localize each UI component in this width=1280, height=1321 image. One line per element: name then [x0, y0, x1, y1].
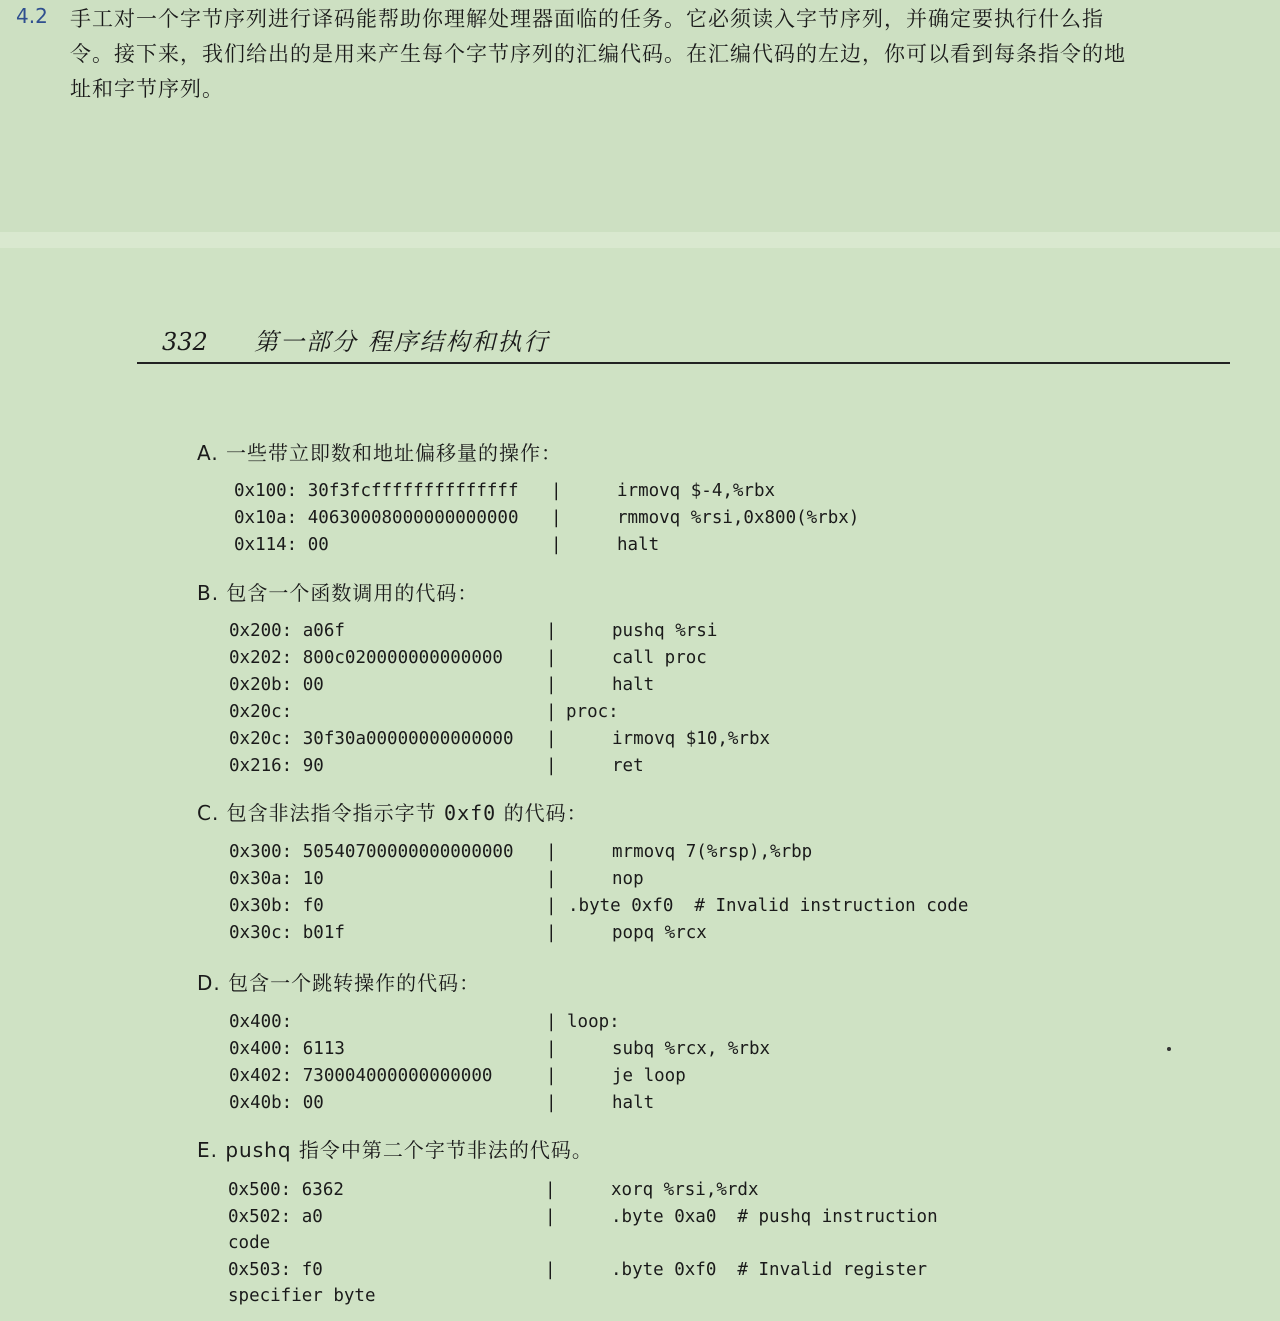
code-line: 0x400:	[229, 1012, 293, 1032]
scan-speck	[1167, 1047, 1171, 1051]
column-separator: |	[546, 896, 557, 916]
code-continuation: specifier byte	[228, 1286, 376, 1306]
code-instruction: halt	[612, 1093, 655, 1113]
code-line: 0x503: f0	[228, 1260, 323, 1280]
problem-area	[0, 0, 1280, 232]
code-line: 0x114: 00	[234, 535, 329, 555]
code-continuation: code	[228, 1233, 271, 1253]
column-separator: |	[546, 621, 557, 641]
column-separator: |	[545, 1260, 556, 1280]
column-separator: |	[546, 702, 557, 722]
code-instruction: irmovq $10,%rbx	[612, 729, 771, 749]
section-d-title: D. 包含一个跳转操作的代码：	[197, 971, 481, 995]
code-line: 0x20c:	[229, 702, 293, 722]
code-line: 0x202: 800c020000000000000	[229, 648, 503, 668]
section-a-title: A. 一些带立即数和地址偏移量的操作：	[197, 441, 563, 465]
code-line: 0x40b: 00	[229, 1093, 324, 1113]
page-header	[162, 322, 550, 357]
code-line: 0x402: 730004000000000000	[229, 1066, 493, 1086]
code-instruction: ret	[612, 756, 644, 776]
column-separator: |	[546, 1012, 557, 1032]
column-separator: |	[546, 869, 557, 889]
code-line: 0x400: 6113	[229, 1039, 345, 1059]
code-line: 0x100: 30f3fcffffffffffffff	[234, 481, 519, 501]
code-line: 0x216: 90	[229, 756, 324, 776]
page-number: 332	[162, 328, 208, 356]
code-instruction: halt	[617, 535, 660, 555]
code-instruction: halt	[612, 675, 655, 695]
section-b-title: B. 包含一个函数调用的代码：	[197, 581, 479, 605]
column-separator: |	[546, 756, 557, 776]
code-instruction: rmmovq %rsi,0x800(%rbx)	[617, 508, 860, 528]
code-line: 0x20c: 30f30a00000000000000	[229, 729, 514, 749]
code-instruction: je loop	[612, 1066, 686, 1086]
problem-number: 4.2	[16, 4, 48, 28]
code-instruction: call proc	[612, 648, 707, 668]
code-line: 0x502: a0	[228, 1207, 323, 1227]
column-separator: |	[545, 1207, 556, 1227]
column-separator: |	[546, 1066, 557, 1086]
column-separator: |	[546, 648, 557, 668]
code-instruction: nop	[612, 869, 644, 889]
code-line: 0x30b: f0	[229, 896, 324, 916]
code-line: 0x200: a06f	[229, 621, 345, 641]
column-separator: |	[546, 923, 557, 943]
column-separator: |	[546, 729, 557, 749]
code-instruction: .byte 0xa0 # pushq instruction	[611, 1207, 938, 1227]
column-separator: |	[551, 481, 562, 501]
section-e-title: E. pushq 指令中第二个字节非法的代码。	[197, 1138, 593, 1162]
section-c-title: C. 包含非法指令指示字节 0xf0 的代码：	[197, 801, 588, 825]
column-separator: |	[545, 1180, 556, 1200]
code-instruction: mrmovq 7(%rsp),%rbp	[612, 842, 813, 862]
code-instruction: irmovq $-4,%rbx	[617, 481, 776, 501]
code-instruction: xorq %rsi,%rdx	[611, 1180, 759, 1200]
code-line: 0x20b: 00	[229, 675, 324, 695]
code-label: proc:	[566, 702, 619, 722]
column-separator: |	[546, 1093, 557, 1113]
page-title: 第一部分 程序结构和执行	[254, 328, 550, 356]
code-instruction: subq %rcx, %rbx	[612, 1039, 771, 1059]
column-separator: |	[546, 675, 557, 695]
code-label: .byte 0xf0 # Invalid instruction code	[568, 896, 969, 916]
code-label: loop:	[567, 1012, 620, 1032]
column-separator: |	[546, 1039, 557, 1059]
page-separator	[0, 232, 1280, 248]
column-separator: |	[551, 535, 562, 555]
column-separator: |	[551, 508, 562, 528]
code-line: 0x500: 6362	[228, 1180, 344, 1200]
code-instruction: popq %rcx	[612, 923, 707, 943]
code-line: 0x30a: 10	[229, 869, 324, 889]
header-rule	[137, 362, 1230, 364]
problem-text: 手工对一个字节序列进行译码能帮助你理解处理器面临的任务。它必须读入字节序列，并确定要执行什么指令。接下来，我们给出的是用来产生每个字节序列的汇编代码。在汇编代码的左边，你可以看到每条指令的地址和字节序列。	[70, 7, 1126, 101]
column-separator: |	[546, 842, 557, 862]
code-line: 0x10a: 40630008000000000000	[234, 508, 519, 528]
code-instruction: .byte 0xf0 # Invalid register	[611, 1260, 928, 1280]
code-line: 0x30c: b01f	[229, 923, 345, 943]
code-line: 0x300: 50540700000000000000	[229, 842, 514, 862]
code-instruction: pushq %rsi	[612, 621, 718, 641]
